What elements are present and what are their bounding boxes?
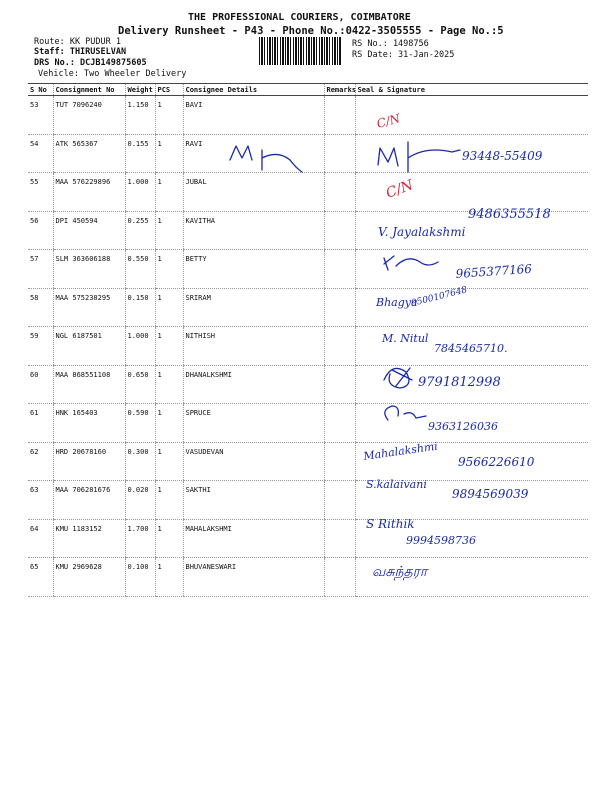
cell-consignment: HNK 165403	[53, 404, 125, 443]
cell-consignment: MAA 576229896	[53, 173, 125, 212]
cell-remarks	[324, 134, 355, 173]
cell-weight: 1.000	[125, 327, 155, 366]
cell-consignee: NITHISH	[183, 327, 324, 366]
cell-sno: 61	[28, 404, 53, 443]
handwritten-phone-row64: 9994598736	[406, 534, 476, 547]
cell-remarks	[324, 558, 355, 597]
handwritten-phone-row60: 9791812998	[418, 375, 501, 390]
table-row	[28, 327, 588, 366]
table-row	[28, 96, 588, 135]
cell-weight: 0.155	[125, 134, 155, 173]
col-header-consignment: Consignment No	[53, 84, 125, 96]
cell-pcs: 1	[155, 134, 183, 173]
cell-signature	[355, 404, 588, 443]
rs-number: RS No.: 1498756	[352, 39, 429, 49]
cell-consignee: MAHALAKSHMI	[183, 519, 324, 558]
handwritten-phone-row57: 9655377166	[455, 261, 533, 281]
cell-signature	[355, 250, 588, 289]
cell-pcs: 1	[155, 404, 183, 443]
cell-consignee: BHUVANESWARI	[183, 558, 324, 597]
cell-pcs: 1	[155, 519, 183, 558]
handwritten-phone-row59: 7845465710.	[434, 342, 508, 355]
cell-remarks	[324, 250, 355, 289]
handwritten-cn-1: C/N	[375, 111, 402, 131]
cell-sno: 58	[28, 288, 53, 327]
col-header-signature: Seal & Signature	[355, 84, 588, 96]
drs-number: DRS No.: DCJB149875605	[34, 58, 147, 68]
table-row	[28, 250, 588, 289]
cell-consignment: ATK 565367	[53, 134, 125, 173]
cell-remarks	[324, 96, 355, 135]
handwritten-name-row56: V. Jayalakshmi	[378, 225, 466, 239]
cell-sno: 57	[28, 250, 53, 289]
cell-consignment: NGL 6187501	[53, 327, 125, 366]
cell-signature	[355, 481, 588, 520]
cell-consignment: KMU 1183152	[53, 519, 125, 558]
cell-consignment: KMU 2969628	[53, 558, 125, 597]
table-row	[28, 404, 588, 443]
cell-weight: 0.650	[125, 365, 155, 404]
cell-consignee: SAKTHI	[183, 481, 324, 520]
cell-consignee: BETTY	[183, 250, 324, 289]
cell-consignment: MAA 868551108	[53, 365, 125, 404]
vehicle-label: Vehicle: Two Wheeler Delivery	[38, 69, 187, 79]
handwritten-name-row63: S.kalaivani	[366, 478, 427, 491]
cell-signature	[355, 327, 588, 366]
cell-remarks	[324, 442, 355, 481]
handwritten-phone-row63: 9894569039	[452, 487, 529, 501]
col-header-remarks: Remarks	[324, 84, 355, 96]
cell-signature	[355, 365, 588, 404]
cell-consignment: MAA 706281676	[53, 481, 125, 520]
cell-sno: 64	[28, 519, 53, 558]
cell-pcs: 1	[155, 327, 183, 366]
cell-remarks	[324, 519, 355, 558]
cell-sno: 60	[28, 365, 53, 404]
cell-remarks	[324, 404, 355, 443]
cell-weight: 1.000	[125, 173, 155, 212]
handwritten-name-row59: M. Nitul	[382, 332, 429, 345]
cell-weight: 0.150	[125, 288, 155, 327]
cell-signature	[355, 288, 588, 327]
handwritten-phone-row58: 9500107648	[410, 285, 469, 309]
runsheet-subtitle: Delivery Runsheet - P43 - Phone No.:0422-3505555 - Page No.:5	[118, 25, 504, 37]
handwritten-phone-row56: 9486355518	[468, 207, 551, 222]
handwritten-name-row58: Bhagya	[376, 296, 418, 309]
cell-weight: 1.150	[125, 96, 155, 135]
table-row	[28, 442, 588, 481]
table-row	[28, 134, 588, 173]
cell-sno: 59	[28, 327, 53, 366]
cell-consignee: BAVI	[183, 96, 324, 135]
cell-remarks	[324, 288, 355, 327]
cell-pcs: 1	[155, 442, 183, 481]
cell-pcs: 1	[155, 365, 183, 404]
cell-pcs: 1	[155, 481, 183, 520]
cell-remarks	[324, 481, 355, 520]
handwritten-cn-2: C/N	[383, 177, 416, 202]
cell-sno: 55	[28, 173, 53, 212]
cell-consignee: SPRUCE	[183, 404, 324, 443]
company-title: THE PROFESSIONAL COURIERS, COIMBATORE	[188, 12, 411, 23]
table-row	[28, 558, 588, 597]
cell-weight: 0.590	[125, 404, 155, 443]
cell-weight: 0.300	[125, 442, 155, 481]
handwritten-name-row65: வசுந்தரா	[372, 564, 428, 580]
cell-consignment: HRD 20678160	[53, 442, 125, 481]
cell-signature	[355, 96, 588, 135]
cell-consignee: DHANALKSHMI	[183, 365, 324, 404]
table-row	[28, 365, 588, 404]
cell-weight: 0.255	[125, 211, 155, 250]
cell-pcs: 1	[155, 173, 183, 212]
cell-pcs: 1	[155, 211, 183, 250]
cell-consignment: TUT 7096240	[53, 96, 125, 135]
cell-signature	[355, 519, 588, 558]
table-row	[28, 173, 588, 212]
cell-consignment: SLM 363606188	[53, 250, 125, 289]
staff-label: Staff: THIRUSELVAN	[34, 47, 127, 57]
table-row	[28, 519, 588, 558]
cell-consignee: KAVITHA	[183, 211, 324, 250]
cell-remarks	[324, 211, 355, 250]
cell-consignee: SRIRAM	[183, 288, 324, 327]
cell-pcs: 1	[155, 288, 183, 327]
cell-consignee: RAVI	[183, 134, 324, 173]
cell-consignment: DPI 450594	[53, 211, 125, 250]
cell-consignee: VASUDEVAN	[183, 442, 324, 481]
cell-signature	[355, 558, 588, 597]
cell-pcs: 1	[155, 558, 183, 597]
handwritten-phone-row54: 93448-55409	[462, 149, 543, 163]
cell-signature	[355, 173, 588, 212]
rs-date: RS Date: 31-Jan-2025	[352, 50, 455, 60]
cell-consignee: JUBAL	[183, 173, 324, 212]
cell-signature	[355, 134, 588, 173]
col-header-consignee: Consignee Details	[183, 84, 324, 96]
handwritten-name-row64: S Rithik	[366, 517, 415, 531]
handwritten-phone-row62: 9566226610	[458, 455, 535, 469]
cell-sno: 54	[28, 134, 53, 173]
cell-weight: 0.100	[125, 558, 155, 597]
col-header-pcs: PCS	[155, 84, 183, 96]
cell-weight: 0.550	[125, 250, 155, 289]
route-label: Route: KK PUDUR 1	[34, 37, 121, 47]
cell-sno: 56	[28, 211, 53, 250]
cell-remarks	[324, 365, 355, 404]
cell-sno: 62	[28, 442, 53, 481]
table-row	[28, 211, 588, 250]
cell-remarks	[324, 173, 355, 212]
runsheet-table	[28, 83, 588, 597]
cell-signature	[355, 211, 588, 250]
cell-remarks	[324, 327, 355, 366]
handwritten-phone-row61: 9363126036	[428, 420, 498, 433]
col-header-sno: S No	[28, 84, 53, 96]
handwritten-name-row62: Mahalakshmi	[362, 439, 439, 463]
table-row	[28, 288, 588, 327]
cell-pcs: 1	[155, 96, 183, 135]
barcode	[259, 37, 341, 65]
table-header-row	[28, 84, 588, 96]
cell-sno: 53	[28, 96, 53, 135]
cell-signature	[355, 439, 588, 481]
cell-weight: 0.020	[125, 481, 155, 520]
col-header-weight: Weight	[125, 84, 155, 96]
cell-consignment: MAA 575238295	[53, 288, 125, 327]
cell-sno: 63	[28, 481, 53, 520]
cell-weight: 1.700	[125, 519, 155, 558]
table-row	[28, 481, 588, 520]
cell-sno: 65	[28, 558, 53, 597]
cell-pcs: 1	[155, 250, 183, 289]
